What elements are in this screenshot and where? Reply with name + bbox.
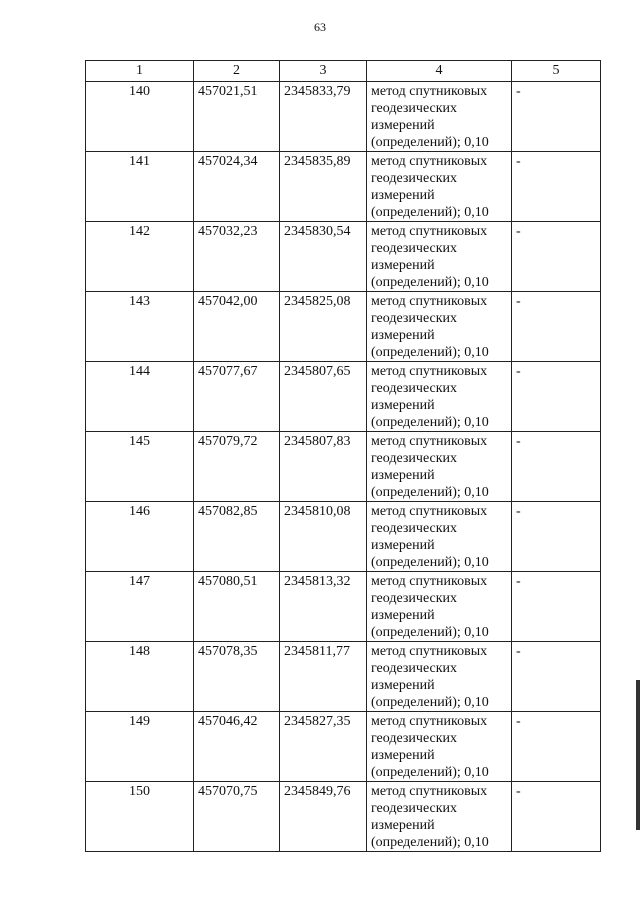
method-line: измерений [371,678,435,693]
y-coordinate-cell: 2345807,65 [280,362,367,432]
table-row [86,82,601,152]
x-coordinate-cell: 457070,75 [194,782,280,852]
table-row [86,642,601,712]
method-line: метод спутниковых [371,434,488,449]
table-row [86,222,601,292]
y-coordinate-cell: 2345833,79 [280,82,367,152]
method-cell [367,572,512,642]
x-coordinate-cell: 457024,34 [194,152,280,222]
method-line: метод спутниковых [371,644,488,659]
method-line: измерений [371,748,435,763]
table-row [86,572,601,642]
header-col-3: 3 [280,61,367,82]
point-number-cell: 147 [86,572,194,642]
table-row [86,712,601,782]
table-row [86,502,601,572]
method-cell [367,502,512,572]
x-coordinate-cell: 457021,51 [194,82,280,152]
method-line: (определений); 0,10 [371,835,489,850]
method-line: (определений); 0,10 [371,485,489,500]
table-header-row [86,61,601,82]
method-cell [367,82,512,152]
x-coordinate-cell: 457032,23 [194,222,280,292]
method-line: метод спутниковых [371,364,488,379]
method-line: (определений); 0,10 [371,765,489,780]
point-number-cell: 141 [86,152,194,222]
coordinates-table [85,60,601,852]
y-coordinate-cell: 2345807,83 [280,432,367,502]
y-coordinate-cell: 2345827,35 [280,712,367,782]
table-row [86,782,601,852]
x-coordinate-cell: 457046,42 [194,712,280,782]
method-cell [367,432,512,502]
method-cell [367,642,512,712]
method-line: метод спутниковых [371,84,488,99]
method-line: измерений [371,538,435,553]
note-cell: - [512,572,601,642]
point-number-cell: 145 [86,432,194,502]
method-line: измерений [371,328,435,343]
x-coordinate-cell: 457082,85 [194,502,280,572]
y-coordinate-cell: 2345849,76 [280,782,367,852]
note-cell: - [512,432,601,502]
method-line: геодезических [371,801,458,816]
method-line: метод спутниковых [371,574,488,589]
method-line: метод спутниковых [371,294,488,309]
method-line: геодезических [371,101,458,116]
table-row [86,152,601,222]
note-cell: - [512,222,601,292]
point-number-cell: 142 [86,222,194,292]
method-line: метод спутниковых [371,154,488,169]
method-line: геодезических [371,521,458,536]
note-cell: - [512,642,601,712]
x-coordinate-cell: 457042,00 [194,292,280,362]
method-cell [367,222,512,292]
method-line: геодезических [371,381,458,396]
method-cell [367,292,512,362]
method-line: (определений); 0,10 [371,345,489,360]
method-line: метод спутниковых [371,714,488,729]
x-coordinate-cell: 457080,51 [194,572,280,642]
point-number-cell: 144 [86,362,194,432]
method-line: геодезических [371,661,458,676]
point-number-cell: 143 [86,292,194,362]
header-col-1: 1 [86,61,194,82]
table-row [86,292,601,362]
x-coordinate-cell: 457077,67 [194,362,280,432]
method-line: измерений [371,258,435,273]
scan-edge-mark [636,680,640,830]
point-number-cell: 146 [86,502,194,572]
note-cell: - [512,712,601,782]
header-col-2: 2 [194,61,280,82]
method-line: (определений); 0,10 [371,205,489,220]
method-line: измерений [371,608,435,623]
table-row [86,432,601,502]
method-line: измерений [371,398,435,413]
note-cell: - [512,82,601,152]
method-line: (определений); 0,10 [371,275,489,290]
y-coordinate-cell: 2345835,89 [280,152,367,222]
method-line: геодезических [371,311,458,326]
method-line: измерений [371,818,435,833]
x-coordinate-cell: 457078,35 [194,642,280,712]
table-body [86,82,601,852]
note-cell: - [512,292,601,362]
method-cell [367,362,512,432]
note-cell: - [512,152,601,222]
method-line: измерений [371,188,435,203]
y-coordinate-cell: 2345830,54 [280,222,367,292]
page-number: 63 [314,20,326,34]
method-line: (определений); 0,10 [371,555,489,570]
header-col-5: 5 [512,61,601,82]
method-line: метод спутниковых [371,224,488,239]
method-line: измерений [371,118,435,133]
point-number-cell: 149 [86,712,194,782]
method-line: геодезических [371,591,458,606]
y-coordinate-cell: 2345813,32 [280,572,367,642]
method-cell [367,782,512,852]
method-line: измерений [371,468,435,483]
x-coordinate-cell: 457079,72 [194,432,280,502]
method-line: (определений); 0,10 [371,625,489,640]
method-line: (определений); 0,10 [371,695,489,710]
note-cell: - [512,362,601,432]
y-coordinate-cell: 2345825,08 [280,292,367,362]
method-line: геодезических [371,451,458,466]
method-line: (определений); 0,10 [371,135,489,150]
method-line: метод спутниковых [371,504,488,519]
method-line: (определений); 0,10 [371,415,489,430]
point-number-cell: 150 [86,782,194,852]
note-cell: - [512,502,601,572]
table-row [86,362,601,432]
method-line: геодезических [371,241,458,256]
note-cell: - [512,782,601,852]
point-number-cell: 148 [86,642,194,712]
method-line: геодезических [371,171,458,186]
method-cell [367,712,512,782]
y-coordinate-cell: 2345810,08 [280,502,367,572]
method-line: геодезических [371,731,458,746]
method-line: метод спутниковых [371,784,488,799]
y-coordinate-cell: 2345811,77 [280,642,367,712]
header-col-4: 4 [367,61,512,82]
point-number-cell: 140 [86,82,194,152]
method-cell [367,152,512,222]
